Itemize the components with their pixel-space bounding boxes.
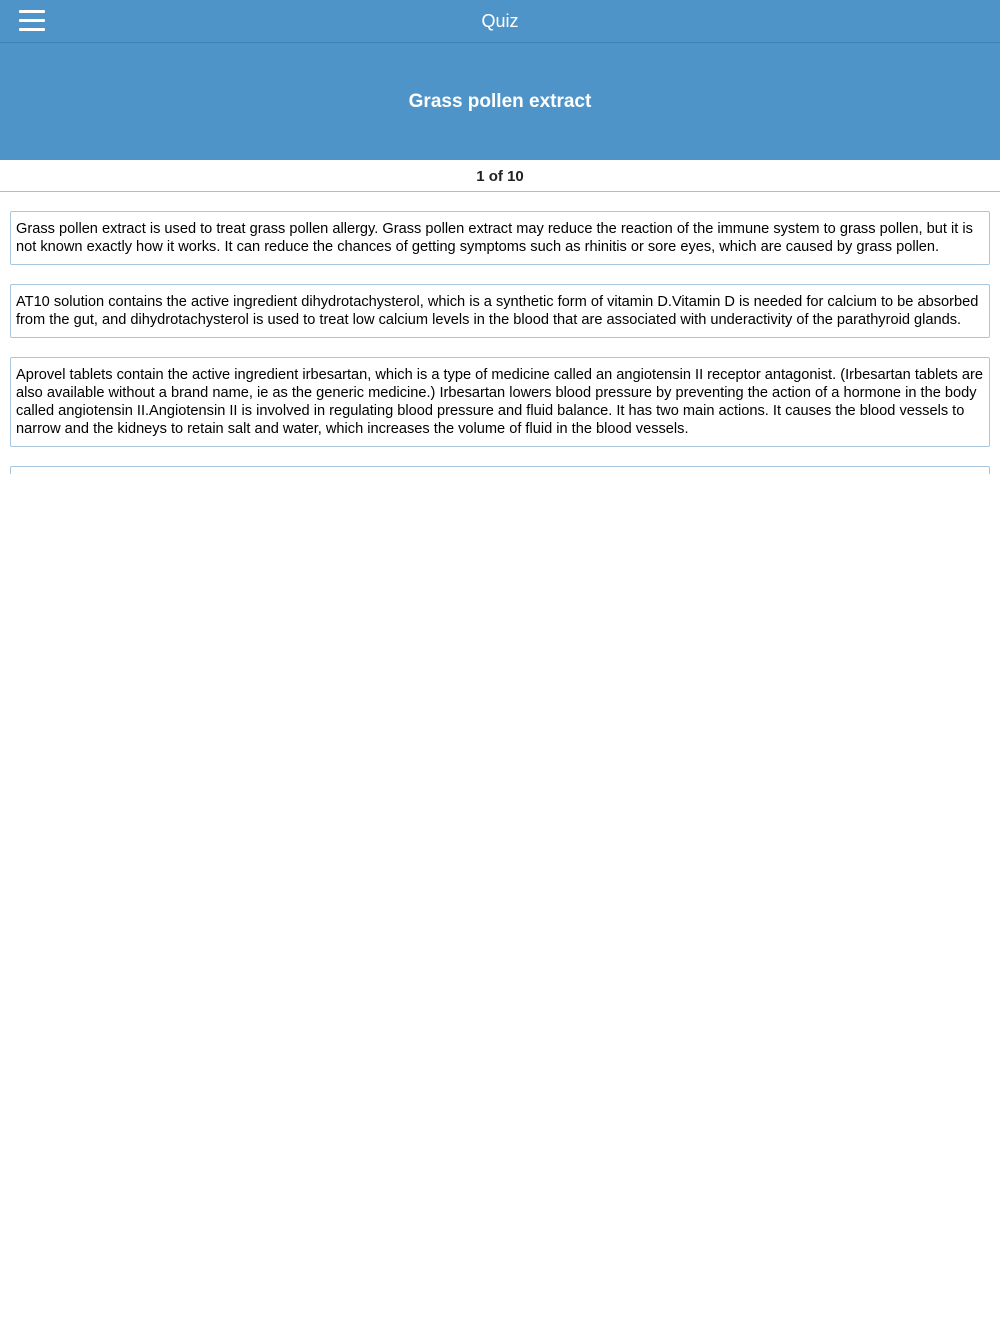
question-header [0,43,1000,160]
answer-option-2[interactable]: AT10 solution contains the active ingredient dihydrotachysterol, which is a synthetic form of vitamin D.Vitamin D is needed for calcium to be absorbed from the gut, and dihydrotachysterol is used to treat low calcium levels in the blood that are associated with underactivity of the parathyroid glands. [10,284,990,338]
question-title: Grass pollen extract [408,91,592,112]
navigation-bar [0,0,1000,43]
progress-indicator [0,160,1000,192]
answer-option-1[interactable]: Grass pollen extract is used to treat grass pollen allergy. Grass pollen extract may reduce the reaction of the immune system to grass pollen, but it is not known exactly how it works. It can reduce the chances of getting symptoms such as rhinitis or sore eyes, which are caused by grass pollen. [10,211,990,265]
answer-options-list [10,211,990,474]
nav-title: Quiz [481,11,519,31]
progress-text: 1 of 10 [476,168,524,185]
answer-option-3[interactable]: Aprovel tablets contain the active ingredient irbesartan, which is a type of medicine called an angiotensin II receptor antagonist. (Irbesartan tablets are also available without a brand name, ie as the generic medicine.) Irbesartan lowers blood pressure by preventing the action of a hormone in the body called angiotensin II.Angiotensin II is involved in regulating blood pressure and fluid balance. It has two main actions. It causes the blood vessels to narrow and the kidneys to retain salt and water, which increases the volume of fluid in the blood vessels. [10,357,990,447]
answer-option-4[interactable] [10,466,990,474]
